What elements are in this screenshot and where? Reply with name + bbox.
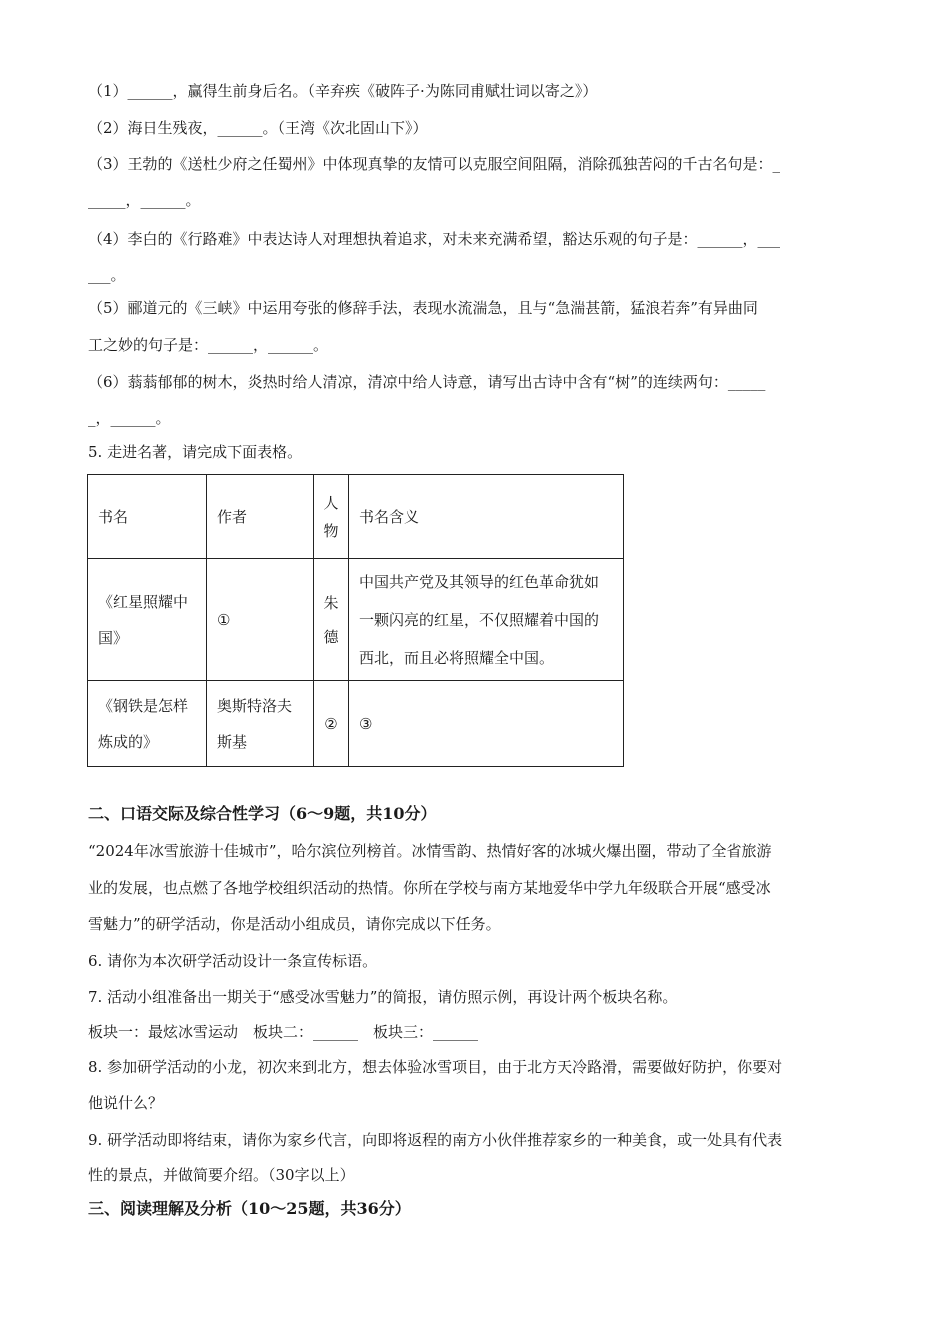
line: （5）郦道元的《三峡》中运用夸张的修辞手法，表现水流湍急，且与“急湍甚箭，猛浪若奔”有异曲同 [88, 299, 758, 317]
table-row [88, 559, 624, 681]
line: （4）李白的《行路难》中表达诗人对理想执着追求，对未来充满希望，豁达乐观的句子是：______，___ [88, 230, 781, 248]
table-row [88, 681, 624, 767]
line: 工之妙的句子是：______，______。 [88, 336, 329, 354]
cell-meaning: ③ [349, 681, 624, 767]
section-2-title: 二、口语交际及综合性学习（6～9题，共10分） [88, 804, 437, 823]
cell-meaning: 中国共产党及其领导的红色革命犹如一颗闪亮的红星，不仅照耀着中国的西北，而且必将照耀全中国。 [349, 559, 624, 681]
question-9: 9. 研学活动即将结束，请你为家乡代言，向即将返程的南方小伙伴推荐家乡的一种美食，或一处具有代表 [88, 1131, 783, 1149]
cell-book: 《钢铁是怎样炼成的》 [88, 681, 207, 767]
cell-book: 《红星照耀中国》 [88, 559, 207, 681]
line: 5. 走进名著，请完成下面表格。 [88, 443, 303, 461]
question-7: 7. 活动小组准备出一期关于“感受冰雪魅力”的简报，请仿照示例，再设计两个板块名称。 [88, 988, 678, 1006]
header-meaning: 书名含义 [349, 475, 624, 559]
section-3-title: 三、阅读理解及分析（10～25题，共36分） [88, 1199, 411, 1218]
line: （2）海日生残夜，______。（王湾《次北固山下》） [88, 119, 428, 137]
intro-line: “2024年冰雪旅游十佳城市”，哈尔滨位列榜首。冰情雪韵、热情好客的冰城火爆出圈，带动了全省旅游 [88, 842, 772, 860]
question-8: 他说什么？ [88, 1094, 164, 1112]
books-table [87, 474, 624, 767]
line: _，______。 [88, 409, 171, 427]
table-header-row [88, 475, 624, 559]
question-7-blocks: 板块一：最炫冰雪运动 板块二：______ 板块三：______ [88, 1023, 479, 1041]
line: _____，______。 [88, 191, 201, 209]
line: （1）______，赢得生前身后名。（辛弃疾《破阵子·为陈同甫赋壮词以寄之》） [88, 82, 598, 100]
line: ___。 [88, 266, 126, 284]
question-8: 8. 参加研学活动的小龙，初次来到北方，想去体验冰雪项目，由于北方天冷路滑，需要做好防护，你要对 [88, 1058, 783, 1076]
intro-line: 雪魅力”的研学活动，你是活动小组成员，请你完成以下任务。 [88, 915, 501, 933]
question-9: 性的景点，并做简要介绍。（30字以上） [88, 1166, 355, 1184]
cell-author: 奥斯特洛夫斯基 [207, 681, 314, 767]
question-6: 6. 请你为本次研学活动设计一条宣传标语。 [88, 952, 378, 970]
cell-person: 朱德 [314, 559, 349, 681]
header-book: 书名 [88, 475, 207, 559]
line: （6）蓊蓊郁郁的树木，炎热时给人清凉，清凉中给人诗意，请写出古诗中含有“树”的连续两句：_____ [88, 373, 766, 391]
header-author: 作者 [207, 475, 314, 559]
header-person: 人物 [314, 475, 349, 559]
line: （3）王勃的《送杜少府之任蜀州》中体现真挚的友情可以克服空间阻隔，消除孤独苦闷的千古名句是：_ [88, 155, 781, 173]
cell-person: ② [314, 681, 349, 767]
cell-author: ① [207, 559, 314, 681]
intro-line: 业的发展，也点燃了各地学校组织活动的热情。你所在学校与南方某地爱华中学九年级联合开展“感受冰 [88, 879, 771, 897]
